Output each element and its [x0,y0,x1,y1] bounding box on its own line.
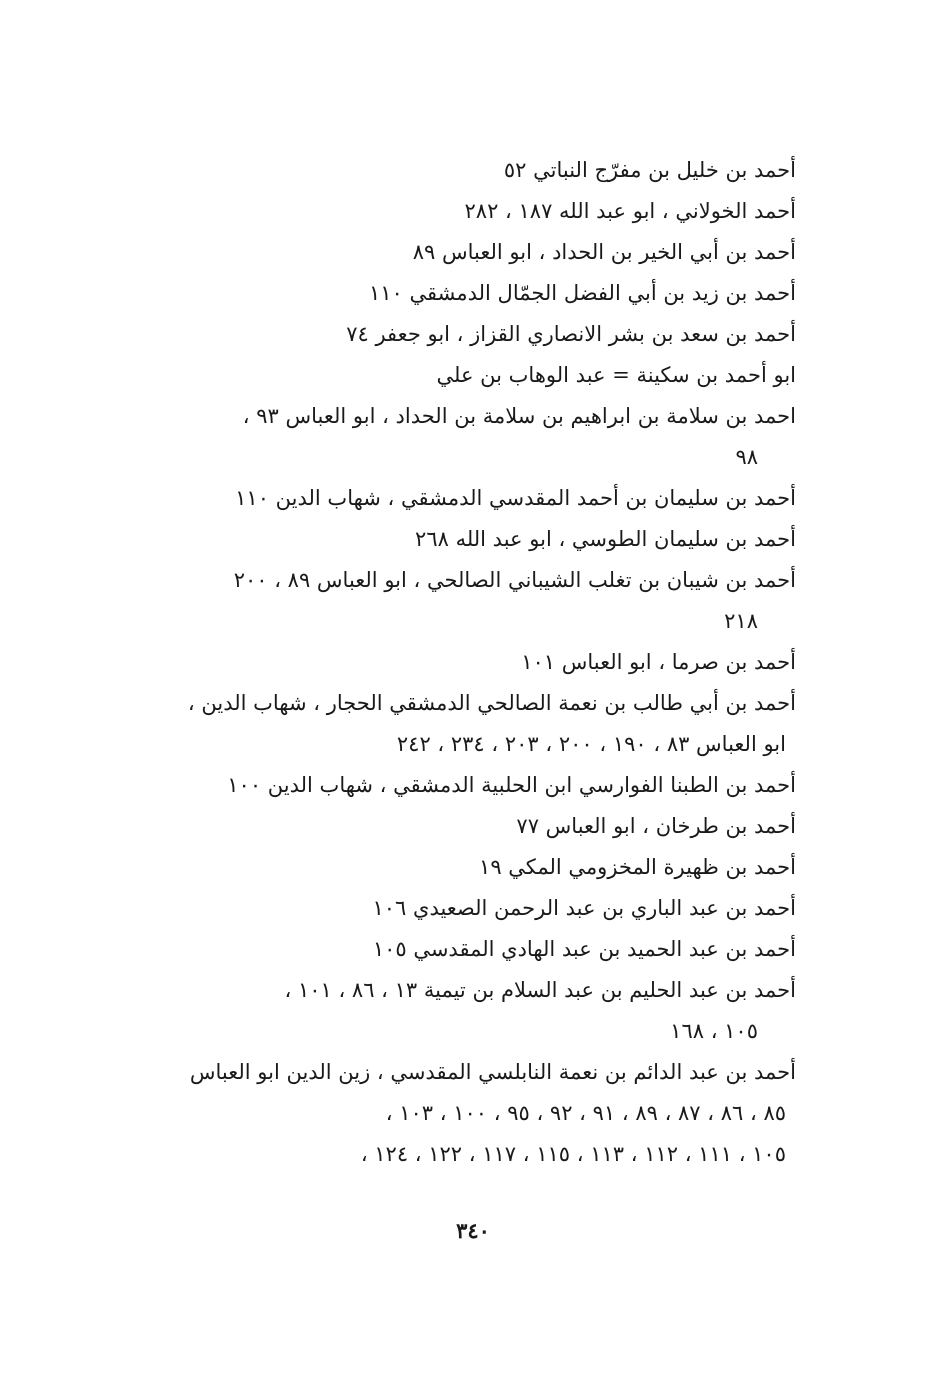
index-entry [140,970,796,1052]
entry-line: أحمد الخولاني ، ابو عبد الله ١٨٧ ، ٢٨٢ [464,199,796,223]
index-entry [140,232,796,273]
entry-line: احمد بن سلامة بن ابراهيم بن سلامة بن الحداد ، ابو العباس ٩٣ ، [242,404,796,428]
entry-continuation: ٢١٨ [724,609,758,633]
entry-continuation: ١٠٥ ، ١٦٨ [670,1019,758,1043]
index-entry [140,929,796,970]
entry-continuation: ١٠٥ ، ١١١ ، ١١٢ ، ١١٣ ، ١١٥ ، ١١٧ ، ١٢٢ ، ١٢٤ ، [360,1142,786,1166]
entry-continuation: ابو العباس ٨٣ ، ١٩٠ ، ٢٠٠ ، ٢٠٣ ، ٢٣٤ ، ٢٤٢ [396,732,786,756]
index-entry [140,478,796,519]
entry-line: أحمد بن سليمان بن أحمد المقدسي الدمشقي ، شهاب الدين ١١٠ [235,486,796,510]
entry-line: أحمد بن زيد بن أبي الفضل الجمّال الدمشقي ١١٠ [369,281,796,305]
index-entry [140,765,796,806]
entry-line: أحمد بن سعد بن بشر الانصاري القزاز ، ابو جعفر ٧٤ [346,322,796,346]
index-entry [140,273,796,314]
index-entry [140,642,796,683]
index-entry [140,806,796,847]
index-entry [140,1052,796,1175]
index-entry [140,847,796,888]
index-entry [140,519,796,560]
entry-line: أحمد بن سليمان الطوسي ، ابو عبد الله ٢٦٨ [415,527,796,551]
entry-line: أحمد بن عبد الدائم بن نعمة النابلسي المقدسي ، زين الدين ابو العباس [189,1060,796,1084]
index-entry [140,560,796,642]
entry-line: أحمد بن طرخان ، ابو العباس ٧٧ [516,814,796,838]
entry-line: أحمد بن عبد الحميد بن عبد الهادي المقدسي ١٠٥ [372,937,796,961]
index-entry [140,150,796,191]
index-entry [140,314,796,355]
index-entry [140,396,796,478]
index-entry [140,355,796,396]
entry-line: أحمد بن عبد الحليم بن عبد السلام بن تيمية ١٣ ، ٨٦ ، ١٠١ ، [284,978,796,1002]
entry-line: أحمد بن خليل بن مفرّج النباتي ٥٢ [503,158,796,182]
index-entry [140,191,796,232]
entry-line: أحمد بن أبي طالب بن نعمة الصالحي الدمشقي الحجار ، شهاب الدين ، [187,691,796,715]
entry-continuation: ٩٨ [735,445,758,469]
entry-continuation: ٨٥ ، ٨٦ ، ٨٧ ، ٨٩ ، ٩١ ، ٩٢ ، ٩٥ ، ١٠٠ ، ١٠٣ ، [385,1101,786,1125]
entry-line: أحمد بن شيبان بن تغلب الشيباني الصالحي ، ابو العباس ٨٩ ، ٢٠٠ [233,568,796,592]
entry-line: أحمد بن عبد الباري بن عبد الرحمن الصعيدي ١٠٦ [372,896,796,920]
entry-line: أحمد بن ظهيرة المخزومي المكي ١٩ [479,855,796,879]
entry-line: أحمد بن صرما ، ابو العباس ١٠١ [521,650,796,674]
index-list [140,150,796,1175]
index-entry [140,888,796,929]
index-entry [140,683,796,765]
entry-line: ابو أحمد بن سكينة = عبد الوهاب بن علي [436,363,796,387]
entry-line: أحمد بن أبي الخير بن الحداد ، ابو العباس ٨٩ [412,240,796,264]
page-number: ٣٤٠ [456,1218,490,1243]
entry-line: أحمد بن الطبنا الفوارسي ابن الحلبية الدمشقي ، شهاب الدين ١٠٠ [227,773,796,797]
